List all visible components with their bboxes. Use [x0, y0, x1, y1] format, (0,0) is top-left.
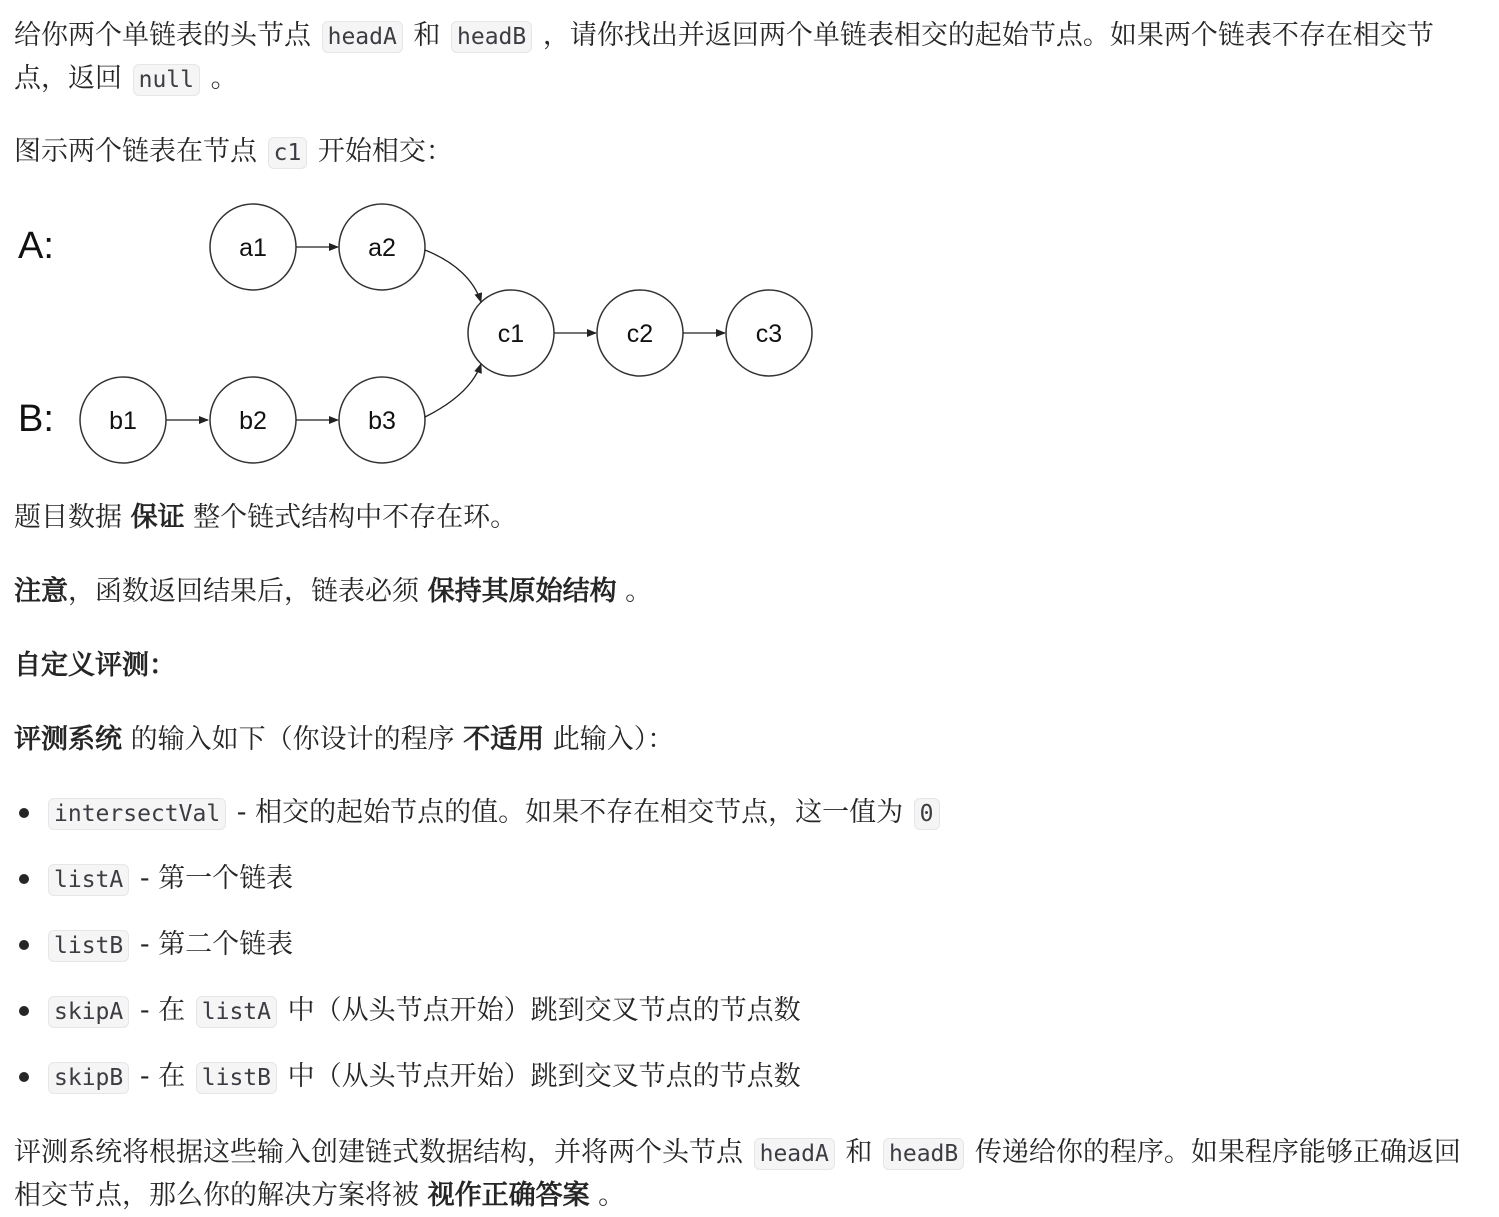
- bullet-dot: [19, 1072, 29, 1082]
- intro-paragraph: [14, 15, 1484, 101]
- bullet-dot: [19, 940, 29, 950]
- node-a2: [339, 204, 425, 290]
- code-lista: listA: [196, 996, 277, 1028]
- judge-intro-bold: 不适用: [463, 724, 545, 755]
- closing-text: 和: [836, 1137, 882, 1168]
- list-item-text: 中（从头节点开始）跳到交叉节点的节点数: [279, 1061, 801, 1092]
- caption-text: 图示两个链表在节点: [14, 136, 266, 167]
- guarantee-paragraph: [14, 497, 1484, 539]
- note-text: ，函数返回结果后，链表必须: [68, 576, 428, 607]
- node-b3-label: b3: [368, 407, 396, 435]
- intro-text: 和: [404, 20, 450, 51]
- judge-intro-paragraph: [14, 719, 1484, 761]
- guarantee-text: 整个链式结构中不存在环。: [184, 502, 518, 533]
- code-intersectval: intersectVal: [48, 798, 226, 830]
- node-c3: [726, 290, 812, 376]
- guarantee-bold: 保证: [130, 502, 185, 533]
- code-null: null: [133, 64, 200, 96]
- intro-text: 。: [201, 63, 238, 94]
- list-item-text: - 在: [131, 1061, 194, 1092]
- note-text: 。: [616, 576, 653, 607]
- list-item-text: - 在: [131, 995, 194, 1026]
- list-item-text: 中（从头节点开始）跳到交叉节点的节点数: [279, 995, 801, 1026]
- node-c2: [597, 290, 683, 376]
- bullet-dot: [19, 1006, 29, 1016]
- list-item: [0, 988, 942, 1054]
- list-item-text: - 第一个链表: [131, 863, 294, 894]
- code-zero: 0: [914, 798, 940, 830]
- list-a-label: A:: [18, 225, 54, 267]
- judge-intro-text: 的输入如下（你设计的程序: [122, 724, 464, 755]
- node-a1-label: a1: [239, 234, 267, 262]
- node-c3-label: c3: [755, 320, 783, 348]
- code-listb: listB: [196, 1062, 277, 1094]
- closing-bold: 视作正确答案: [427, 1180, 590, 1211]
- node-c1-label: c1: [497, 320, 525, 348]
- list-item: [0, 790, 942, 856]
- list-item: [0, 922, 942, 988]
- code-heada: headA: [322, 21, 403, 53]
- node-c1: [468, 290, 554, 376]
- code-heada: headA: [754, 1138, 835, 1170]
- node-b1-label: b1: [109, 407, 137, 435]
- arrow-b3-c1: [425, 364, 481, 417]
- code-c1: c1: [268, 137, 308, 169]
- closing-text: 传递给你的程序。如果程序能够正确返回相交节点，那么你的解决方案将被: [14, 1137, 1461, 1211]
- code-lista: listA: [48, 864, 129, 896]
- list-item: [0, 856, 942, 922]
- judge-intro-text: 此输入）：: [544, 724, 675, 755]
- caption-text: 开始相交：: [309, 136, 453, 167]
- list-b-label: B:: [18, 398, 54, 440]
- custom-judge-heading: [14, 645, 1484, 687]
- node-a2-label: a2: [368, 234, 396, 262]
- intro-text: ，请你找出并返回两个单链表相交的起始节点。如果两个链表不存在相交节点，返回: [14, 20, 1434, 94]
- node-c2-label: c2: [626, 320, 654, 348]
- code-skipb: skipB: [48, 1062, 129, 1094]
- node-b2-label: b2: [239, 407, 267, 435]
- note-bold: 保持其原始结构: [427, 576, 617, 607]
- node-b2: [210, 377, 296, 463]
- code-listb: listB: [48, 930, 129, 962]
- note-bold: 注意: [14, 576, 68, 607]
- node-b3: [339, 377, 425, 463]
- list-item-text: - 相交的起始节点的值。如果不存在相交节点，这一值为: [228, 797, 912, 828]
- closing-paragraph: [14, 1132, 1484, 1217]
- bullet-dot: [19, 874, 29, 884]
- linked-list-diagram: [0, 192, 840, 482]
- code-skipa: skipA: [48, 996, 129, 1028]
- intro-text: 给你两个单链表的头节点: [14, 20, 320, 51]
- node-b1: [80, 377, 166, 463]
- custom-judge-title: 自定义评测：: [14, 650, 176, 681]
- list-item-text: - 第二个链表: [131, 929, 294, 960]
- code-headb: headB: [883, 1138, 964, 1170]
- node-a1: [210, 204, 296, 290]
- guarantee-text: 题目数据: [14, 502, 131, 533]
- code-headb: headB: [451, 21, 532, 53]
- note-paragraph: [14, 571, 1484, 613]
- judge-intro-bold: 评测系统: [14, 724, 122, 755]
- figure-caption: [14, 131, 1484, 174]
- bullet-dot: [19, 808, 29, 818]
- list-item: [0, 1054, 942, 1120]
- arrow-a2-c1: [425, 250, 481, 302]
- closing-text: 评测系统将根据这些输入创建链式数据结构，并将两个头节点: [14, 1137, 752, 1168]
- input-list: [0, 790, 942, 1120]
- closing-text: 。: [589, 1180, 626, 1211]
